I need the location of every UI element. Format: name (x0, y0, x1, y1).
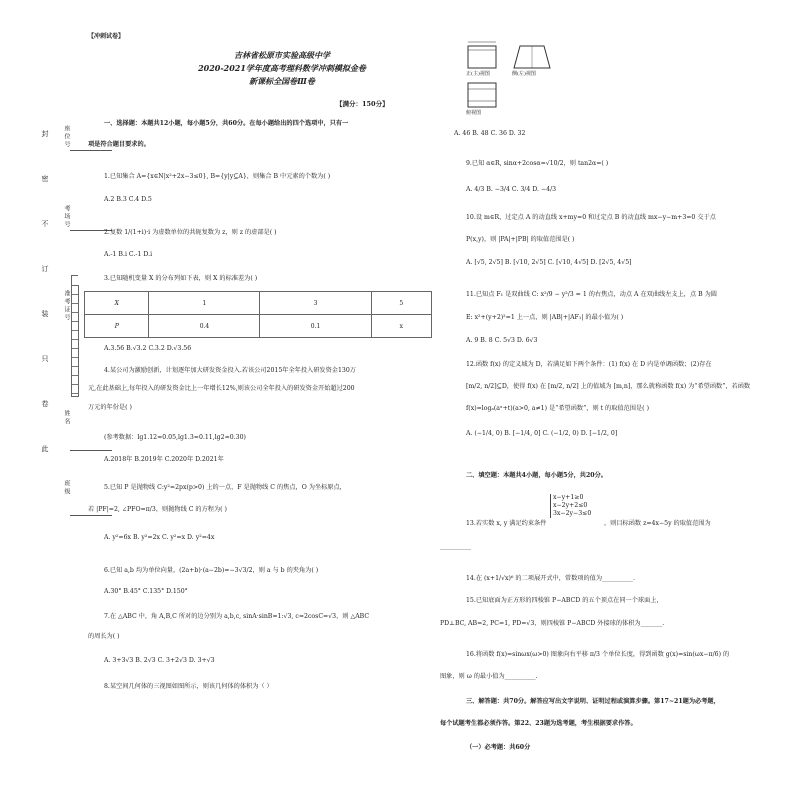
question-12-options: A. (−1/4, 0) B. [−1/4, 0] C. (−1/2, 0) D. [−1/2, 0] (466, 430, 618, 437)
question-14: 14.在 (x+1/√x)⁶ 的二项展开式中，常数项的值为__________. (466, 575, 635, 582)
question-4-cont: 元,在此基础上,每年投入的研发资金比上一年增长12%,则该公司全年投入的研发资金开始超过200 (88, 385, 355, 392)
question-4-cont: 万元的年份是( ) (88, 404, 132, 411)
distribution-table (84, 291, 432, 338)
field-label: 准考证号 (63, 290, 70, 322)
paper-tag: 【冲刺试卷】 (88, 33, 125, 40)
exam-subtitle: 新课标全国卷Ⅲ卷 (249, 76, 315, 86)
question-4-options: A.2018年 B.2019年 C.2020年 D.2021年 (104, 456, 224, 463)
question-5-options: A. y²=6x B. y²=2x C. y²=x D. y²=4x (104, 534, 215, 541)
question-12-cont: f(x)=logₐ(aˣ+t)(a>0, a≠1) 是“希望函数”，则 t 的取值范围是( ) (466, 405, 649, 412)
top-view-label: 俯视图 (466, 110, 482, 116)
question-7-options: A. 3+3√3 B. 2√3 C. 3+2√3 D. 3+√3 (104, 657, 215, 664)
question-10-cont: P(x,y)，则 |PA|+|PB| 的取值范围是( ) (466, 236, 575, 243)
question-11-cont: E: x²+(y+2)²=1 上一点，则 |AB|+|AF₁| 的最小值为( ) (466, 314, 624, 321)
table-cell: x (371, 315, 431, 338)
question-8-options: A. 46 B. 48 C. 36 D. 32 (454, 130, 526, 137)
table-cell: P (85, 315, 149, 338)
table-cell: 0.1 (260, 315, 371, 338)
question-13-tail: ，则目标函数 z=4x−5y 的取值范围为 (604, 520, 711, 527)
question-6: 6.已知 a,b 均为单位向量，(2a+b)·(a−2b)=−3√3/2，则 a 与 b 的夹角为( ) (104, 567, 319, 574)
right-column (440, 0, 784, 794)
question-2: 2.复数 1/(1+i)·i 为虚数单位的共轭复数为 z，则 z 的虚部是( ) (104, 229, 277, 236)
question-16-cont: 图象，则 ω 的最小值为__________. (440, 673, 538, 680)
table-cell: X (85, 292, 149, 315)
field-label: 考场号 (63, 205, 70, 229)
question-7: 7.在 △ABC 中，角 A,B,C 所对的边分别为 a,b,c, sinA·sinB=1:√3, c=2cosC=√3，则 △ABC (104, 613, 370, 620)
question-12-cont: [m/2, n/2]⊆D，使得 f(x) 在 [m/2, n/2] 上的值域为 [m,n]，那么就称函数 f(x) 为“希望函数”，若函数 (466, 383, 751, 390)
section-answer-heading: 三、解答题：共70分。解答应写出文字说明、证明过程或演算步骤。第17~21题为必考题， (466, 698, 720, 705)
question-11-options: A. 9 B. 8 C. 5√3 D. 6√3 (466, 337, 538, 344)
front-view-label: 正(主)视图 (466, 71, 490, 77)
table-row (85, 292, 432, 315)
seal-word: 密 (41, 175, 49, 184)
seal-word: 卷 (41, 400, 49, 409)
table-row (85, 315, 432, 338)
seal-word: 装 (41, 310, 49, 319)
section-answer-heading-cont: 每个试题考生都必须作答。第22、23题为选考题，考生根据要求作答。 (440, 720, 637, 727)
table-cell: 5 (371, 292, 431, 315)
question-3-options: A.3.56 B.√3.2 C.3.2 D.√3.56 (104, 345, 192, 352)
seal-word: 封 (41, 130, 49, 139)
section-fill-heading: 二、填空题：本题共4小题，每小题5分，共20分。 (466, 472, 607, 479)
question-5: 5.已知 P 是抛物线 C:y²=2px(p>0) 上的一点，F 是抛物线 C 的焦点，O 为坐标原点， (104, 484, 346, 491)
constraint-system (550, 494, 591, 518)
section-choice-heading-cont: 项是符合题目要求的。 (88, 141, 150, 148)
question-11: 11.已知点 F₁ 是双曲线 C: x²/9 − y²/3 = 1 的右焦点，动点 A 在双曲线左支上，点 B 为圆 (466, 291, 717, 298)
question-15: 15.已知底面为正方形的四棱锥 P−ABCD 的五个顶点在同一个球面上， (466, 597, 663, 604)
question-4: 4.某公司为激励创新，计划逐年加大研发资金投入.若该公司2015年全年投入研发资金130万 (104, 367, 356, 374)
table-cell: 3 (260, 292, 371, 315)
question-6-options: A.30° B.45° C.135° D.150° (104, 588, 188, 595)
question-16: 16.将函数 f(x)=sinωx(ω>0) 图象向右平移 π/3 个单位长度，得到函数 g(x)=sin(ωx−π/6) 的 (466, 651, 730, 658)
question-8: 8.某空间几何体的三视图如图所示，则该几何体的体积为（ ） (104, 683, 273, 690)
question-1: 1.已知集合 A={x∈N|x²+2x−3≤0}, B={y|y⊆A}，则集合 B 中元素的个数为( ) (104, 173, 331, 180)
question-13: 13.若实数 x, y 满足约束条件 (466, 520, 547, 527)
school-title: 吉林省松原市实验高级中学 (234, 50, 330, 60)
table-cell: 1 (149, 292, 260, 315)
side-view-label: 侧(左)视图 (512, 71, 536, 77)
question-12: 12.函数 f(x) 的定义域为 D，若满足如下两个条件：(1) f(x) 在 D 内是单调函数；(2)存在 (466, 361, 712, 368)
constraint-line: 3x−2y−3≤0 (553, 510, 592, 517)
question-9-options: A. 4/3 B. −3/4 C. 3/4 D. −4/3 (466, 186, 557, 193)
exam-title: 2020-2021学年度高考理科数学冲刺模拟金卷 (198, 63, 366, 73)
question-4-reference: (参考数据：lg1.12≈0.05,lg1.3≈0.11,lg2≈0.30) (104, 434, 246, 441)
required-subsection-heading: （一）必考题：共60分 (466, 744, 531, 751)
question-10-options: A. [√5, 2√5] B. [√10, 2√5] C. [√10, 4√5] D. [2√5, 4√5] (466, 259, 632, 266)
field-label: 座位号 (63, 125, 70, 149)
table-cell: 0.4 (149, 315, 260, 338)
left-column (88, 0, 436, 794)
field-label: 姓名 (63, 410, 70, 426)
section-choice-heading: 一、选择题：本题共12小题，每小题5分，共60分。在每小题给出的四个选项中，只有一 (104, 120, 349, 127)
seal-word: 不 (41, 220, 49, 229)
constraint-line: x−2y+2≤0 (553, 502, 588, 509)
question-13-blank[interactable]: __________ (440, 543, 471, 550)
full-score: 【满分：150分】 (336, 100, 389, 108)
question-3: 3.已知随机变量 X 的分布列如下表，则 X 的标准差为( ) (104, 275, 258, 282)
seal-word: 订 (41, 265, 49, 274)
question-9: 9.已知 α∈R, sinα+2cosα=√10/2，则 tan2α=( ) (466, 160, 609, 167)
exam-number-boxes[interactable] (71, 285, 79, 397)
question-1-options: A.2 B.3 C.4 D.5 (104, 196, 152, 203)
question-2-options: A.-1 B.i C.-1 D.i (104, 251, 153, 258)
question-10: 10.设 m∈R，过定点 A 的动直线 x+my=0 和过定点 B 的动直线 mx−y−m+3=0 交于点 (466, 214, 716, 221)
question-15-cont: PD⊥BC, AB=2, PC=1, PD=√3，则四棱锥 P−ABCD 外接球的体积为_______. (440, 620, 665, 627)
front-view-shape (468, 46, 496, 68)
question-7-cont: 的周长为( ) (88, 633, 120, 640)
constraint-line: x−y+1≥0 (553, 494, 584, 501)
seal-word: 只 (41, 355, 49, 364)
field-label: 班级 (63, 480, 70, 496)
question-5-cont: 若 |PF|=2, ∠PFO=π/3，则抛物线 C 的方程为( ) (88, 506, 227, 513)
top-view-shape (468, 83, 496, 107)
seal-word: 此 (41, 445, 49, 454)
